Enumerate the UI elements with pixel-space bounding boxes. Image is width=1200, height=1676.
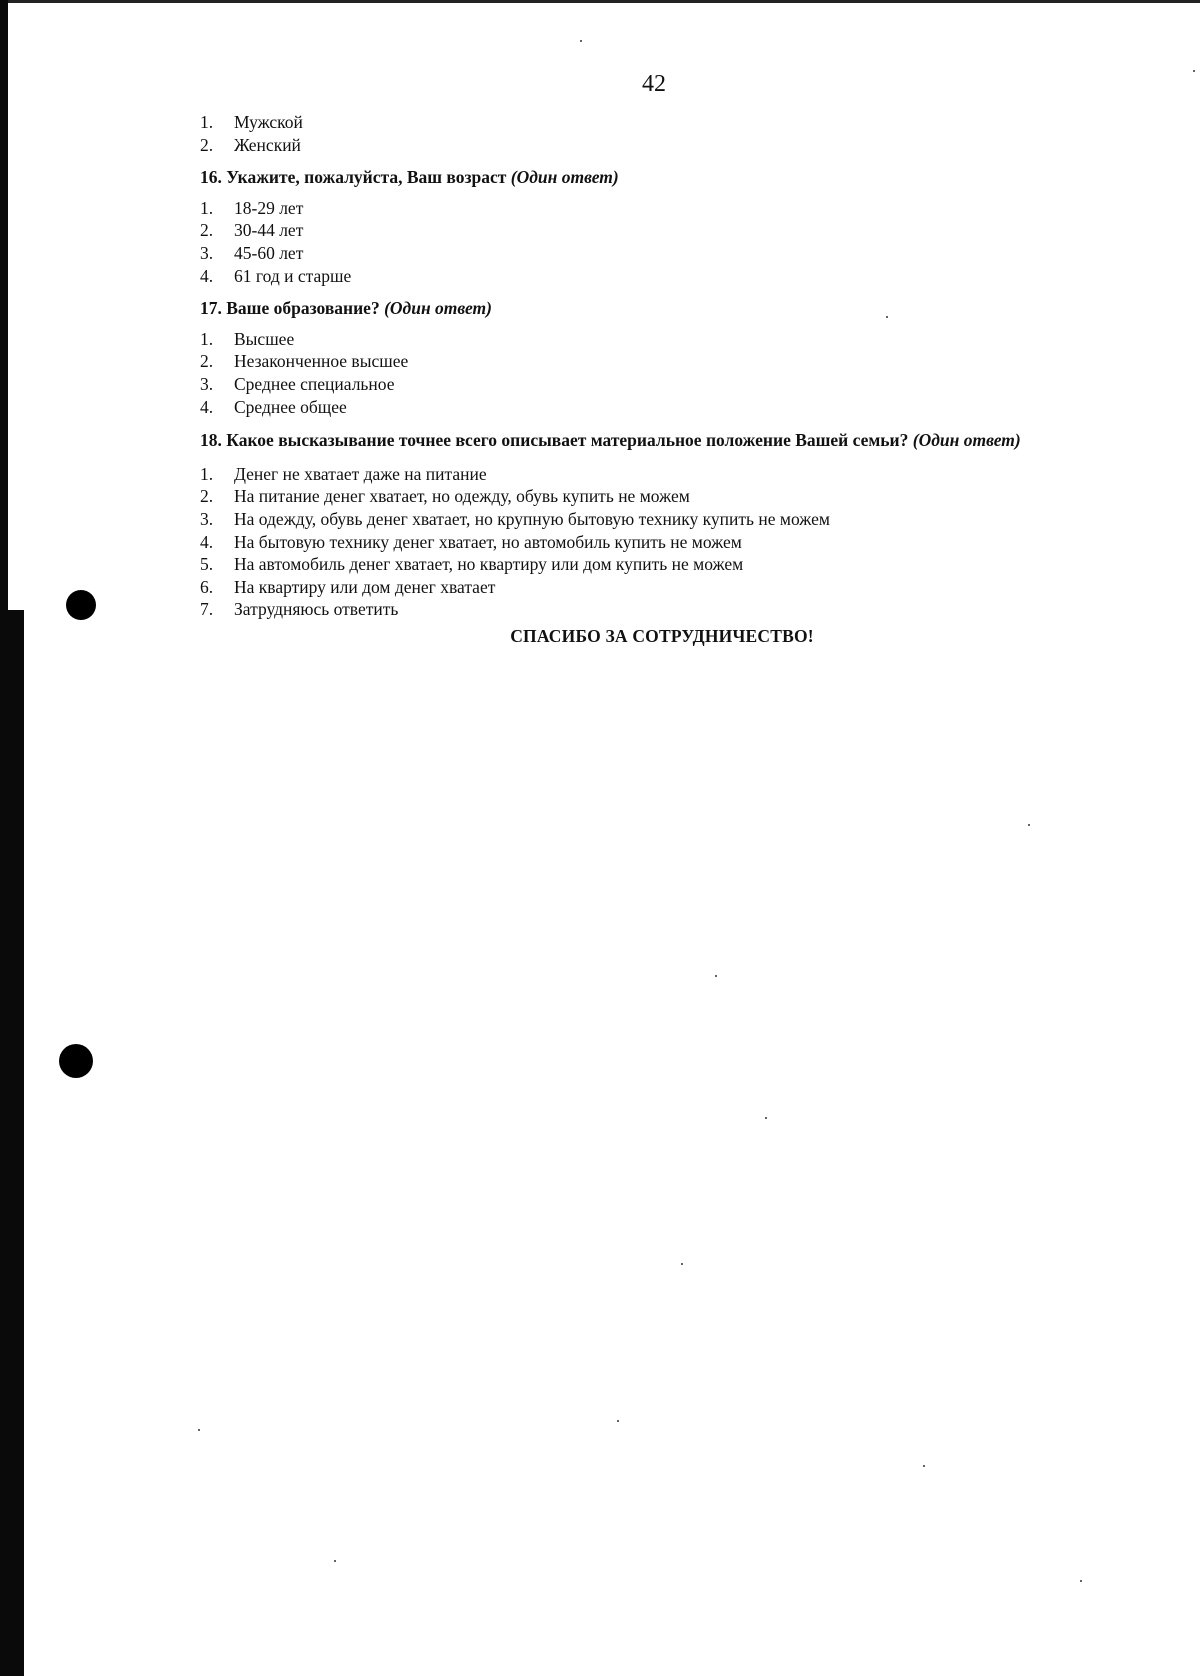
question-hint: (Один ответ) — [384, 298, 492, 319]
option-label: Среднее общее — [234, 396, 347, 417]
list-item — [200, 350, 1124, 373]
scan-speck — [334, 1560, 336, 1562]
list-item — [200, 373, 1124, 396]
option-label: Среднее специальное — [234, 373, 395, 394]
list-item — [200, 242, 1124, 265]
scan-speck — [1193, 70, 1195, 72]
list-item — [200, 576, 1124, 599]
question-text: 18. Какое высказывание точнее всего описывает материальное положение Вашей семьи? — [200, 430, 909, 451]
option-label: На одежду, обувь денег хватает, но крупную бытовую технику купить не можем — [234, 508, 830, 529]
scan-speck — [681, 1263, 683, 1265]
option-number: 3. — [200, 508, 214, 529]
question-hint: (Один ответ) — [912, 430, 1021, 451]
question-16-options — [200, 197, 1124, 287]
question-17-title — [200, 297, 1124, 320]
scan-edge-top — [0, 0, 1200, 3]
option-label: На питание денег хватает, но одежду, обувь купить не можем — [234, 486, 690, 507]
option-number: 1. — [200, 197, 214, 218]
option-label: Женский — [234, 134, 301, 155]
scan-speck — [580, 40, 582, 42]
option-label: Мужской — [234, 112, 303, 132]
list-item — [200, 508, 1124, 531]
option-number: 4. — [200, 265, 214, 286]
option-number: 1. — [200, 463, 214, 484]
scan-edge-left-lower — [0, 610, 24, 1676]
question-18-options — [200, 463, 1124, 621]
scan-speck — [1080, 1580, 1082, 1582]
questionnaire-content — [200, 111, 1124, 647]
gender-options — [200, 111, 1124, 156]
option-number: 4. — [200, 396, 214, 417]
scan-speck — [715, 975, 717, 977]
list-item — [200, 598, 1124, 621]
closing-thanks: СПАСИБО ЗА СОТРУДНИЧЕСТВО! — [510, 625, 814, 646]
option-label: 45-60 лет — [234, 242, 304, 263]
list-item — [200, 553, 1124, 576]
list-item — [200, 531, 1124, 554]
scan-speck — [1028, 824, 1030, 826]
option-number: 4. — [200, 531, 214, 552]
option-number: 2. — [200, 134, 214, 155]
option-label: 61 год и старше — [234, 265, 352, 286]
list-item — [200, 463, 1124, 486]
option-label: Денег не хватает даже на питание — [234, 463, 487, 484]
question-text: 17. Ваше образование? — [200, 298, 380, 319]
page-number: 42 — [642, 71, 666, 97]
option-number: 2. — [200, 220, 214, 241]
hole-punch-upper — [66, 590, 96, 620]
option-number: 6. — [200, 576, 214, 597]
scan-speck — [923, 1465, 925, 1467]
question-16-title — [200, 166, 1124, 189]
scan-edge-left-upper — [0, 0, 8, 620]
question-17-options — [200, 328, 1124, 418]
option-number: 2. — [200, 486, 214, 507]
hole-punch-lower — [59, 1044, 93, 1078]
list-item — [200, 485, 1124, 508]
scan-speck — [617, 1420, 619, 1422]
question-18-title — [200, 429, 1124, 452]
list-item — [200, 219, 1124, 242]
option-number: 3. — [200, 373, 214, 394]
option-label: Незаконченное высшее — [234, 351, 409, 372]
option-label: На квартиру или дом денег хватает — [234, 576, 496, 597]
question-text: 16. Укажите, пожалуйста, Ваш возраст — [200, 167, 507, 188]
question-hint: (Один ответ) — [510, 167, 619, 188]
option-number: 3. — [200, 242, 214, 263]
option-number: 1. — [200, 112, 214, 132]
scan-speck — [765, 1117, 767, 1119]
list-item — [200, 134, 1124, 157]
option-number: 1. — [200, 328, 214, 349]
list-item — [200, 197, 1124, 220]
scan-speck — [198, 1429, 200, 1431]
option-number: 2. — [200, 351, 214, 372]
list-item — [200, 328, 1124, 351]
option-label: На автомобиль денег хватает, но квартиру или дом купить не можем — [234, 554, 744, 575]
list-item — [200, 396, 1124, 419]
option-label: Затрудняюсь ответить — [234, 599, 399, 620]
option-number: 5. — [200, 554, 214, 575]
option-number: 7. — [200, 599, 214, 620]
option-label: 18-29 лет — [234, 197, 304, 218]
option-label: 30-44 лет — [234, 220, 304, 241]
list-item — [200, 111, 1124, 134]
option-label: Высшее — [234, 328, 295, 349]
option-label: На бытовую технику денег хватает, но автомобиль купить не можем — [234, 531, 742, 552]
list-item — [200, 265, 1124, 288]
